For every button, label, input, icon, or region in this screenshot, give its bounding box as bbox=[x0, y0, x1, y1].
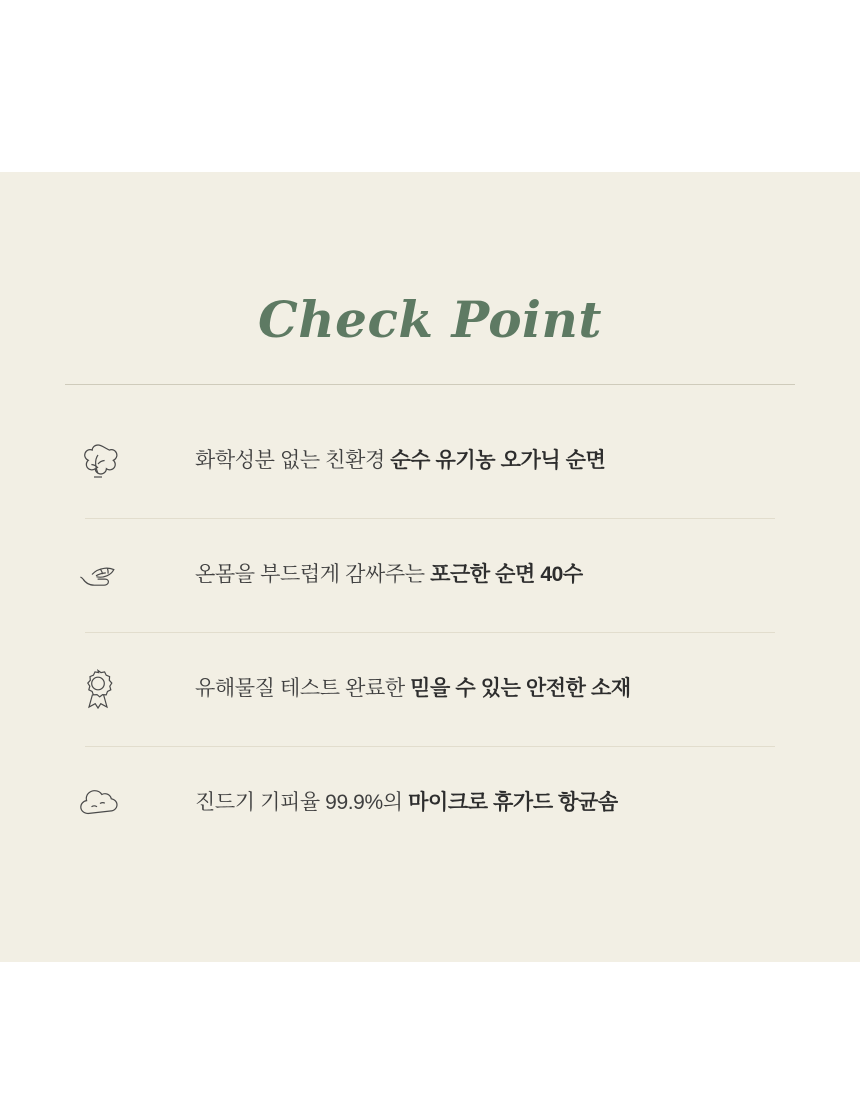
list-item-text-normal: 진드기 기피율 99.9%의 bbox=[195, 791, 409, 815]
list-item-text-bold: 포근한 순면 40수 bbox=[430, 563, 583, 587]
cotton-flower-icon bbox=[0, 433, 195, 489]
page-title: Check Point bbox=[257, 290, 602, 349]
list-item-text-bold: 믿을 수 있는 안전한 소재 bbox=[410, 677, 631, 701]
list-item-text-bold: 순수 유기농 오가닉 순면 bbox=[390, 449, 606, 473]
award-ribbon-icon bbox=[0, 661, 195, 717]
title-divider bbox=[65, 384, 795, 385]
list-item bbox=[0, 632, 860, 746]
list-item bbox=[0, 518, 860, 632]
cloud-icon bbox=[0, 774, 195, 832]
feature-list bbox=[0, 404, 860, 860]
hand-feather-icon bbox=[0, 547, 195, 603]
list-item-text bbox=[195, 788, 618, 817]
list-item-text bbox=[195, 446, 605, 475]
list-item-text bbox=[195, 560, 583, 589]
list-item-text-normal: 유해물질 테스트 완료한 bbox=[195, 677, 411, 701]
list-item-text bbox=[195, 674, 631, 703]
list-item-text-bold: 마이크로 휴가드 항균솜 bbox=[408, 791, 618, 815]
list-item-text-normal: 화학성분 없는 친환경 bbox=[195, 449, 391, 473]
list-item bbox=[0, 746, 860, 860]
list-item-text-normal: 온몸을 부드럽게 감싸주는 bbox=[195, 563, 431, 587]
check-point-panel bbox=[0, 172, 860, 962]
list-item bbox=[0, 404, 860, 518]
